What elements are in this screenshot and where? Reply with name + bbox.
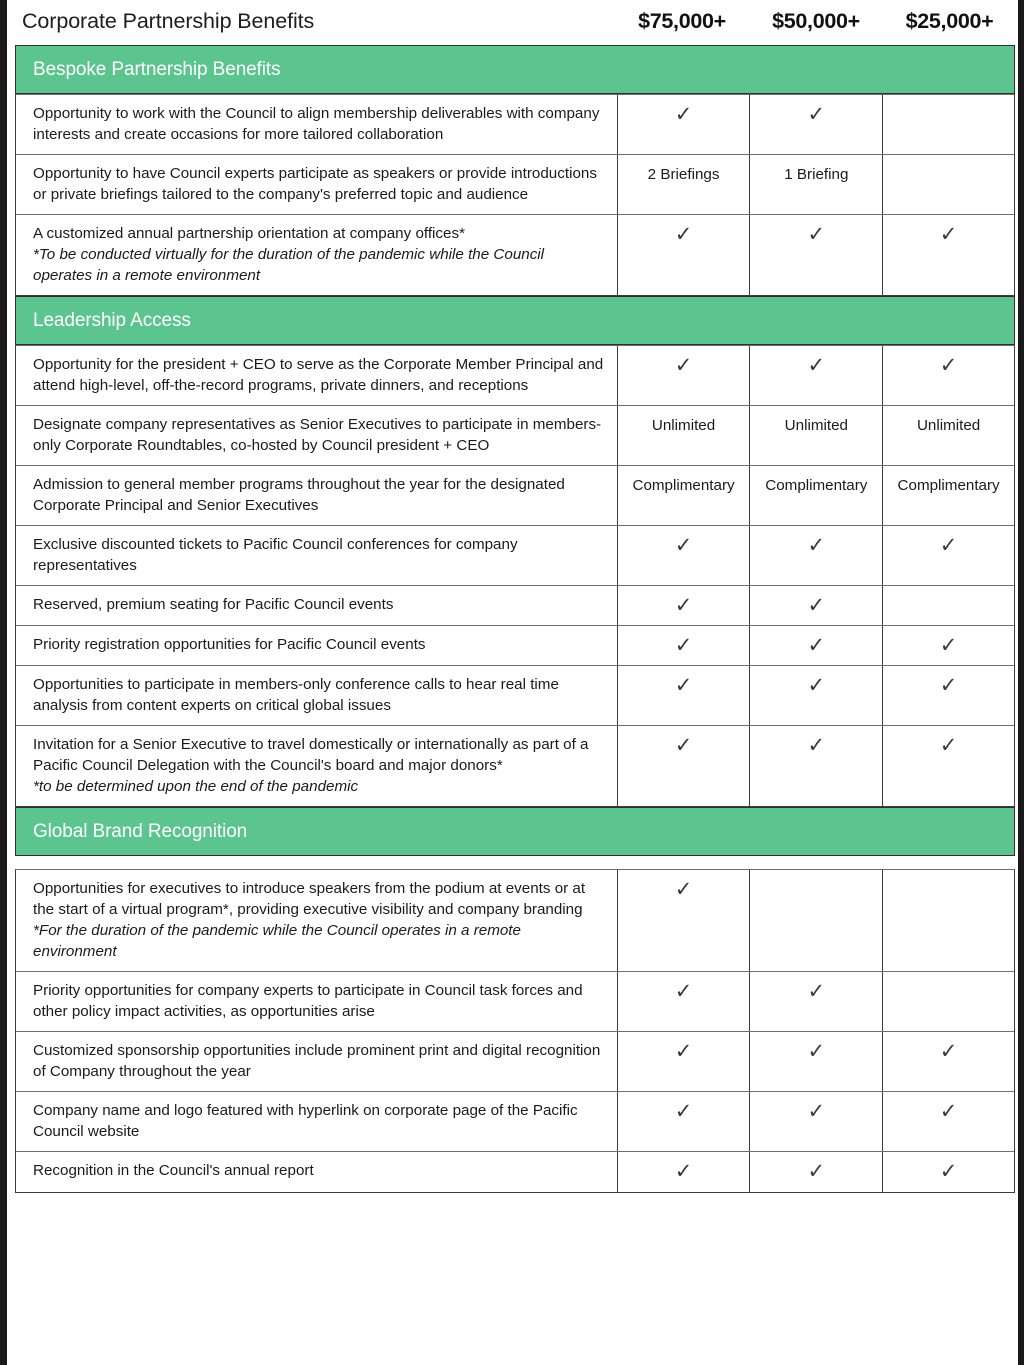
benefit-description-text: Recognition in the Council's annual report	[33, 1162, 314, 1179]
table-row	[16, 215, 1014, 295]
tier-value-cell-1	[618, 526, 751, 585]
benefit-description-cell	[16, 95, 618, 154]
benefit-description-cell	[16, 1152, 618, 1192]
tier-value-cell-2	[750, 1032, 883, 1091]
benefit-description-text: Designate company representatives as Senior Executives to participate in members-only Corporate Roundtables, co-hosted by Council president + CEO	[33, 416, 602, 454]
tier-value-text: Complimentary	[765, 477, 868, 494]
table-row	[16, 155, 1014, 215]
tier-value-cell-1	[618, 586, 751, 625]
tier-value-cell-3	[883, 215, 1014, 295]
benefit-footnote-text: *To be conducted virtually for the duration of the pandemic while the Council operates in a remote environment	[33, 246, 545, 284]
benefit-description-text: Priority registration opportunities for Pacific Council events	[33, 636, 426, 653]
table-row	[16, 586, 1014, 626]
tier-value-cell-3	[883, 586, 1014, 625]
check-icon: ✓	[674, 353, 693, 377]
tier-value-text: Complimentary	[632, 477, 735, 494]
tier-value-text: 1 Briefing	[784, 166, 849, 183]
check-icon: ✓	[674, 1159, 693, 1183]
section-rows	[15, 94, 1015, 296]
tier-value-cell-2	[750, 972, 883, 1031]
page-edge-right	[1018, 0, 1024, 1365]
tier-value-cell-2	[750, 586, 883, 625]
benefit-description-cell	[16, 406, 618, 465]
tier-value-cell-2	[750, 466, 883, 525]
benefit-description-cell	[16, 215, 618, 295]
tier-value-cell-1	[618, 215, 751, 295]
check-icon: ✓	[674, 877, 693, 901]
benefit-description-text: Opportunity to work with the Council to align membership deliverables with company interests and create occasions for more tailored collaboration	[33, 105, 600, 143]
table-row	[16, 870, 1014, 972]
tier-value-cell-3	[883, 972, 1014, 1031]
table-header-row	[7, 0, 1018, 45]
table-row	[16, 666, 1014, 726]
table-row	[16, 1092, 1014, 1152]
tier-value-text: Unlimited	[784, 417, 848, 434]
tier-value-cell-3	[883, 1152, 1014, 1192]
tier-value-text: Complimentary	[897, 477, 1000, 494]
table-row	[16, 726, 1014, 806]
benefit-description-cell	[16, 466, 618, 525]
benefit-description-text: Opportunities for executives to introduce speakers from the podium at events or at the start of a virtual program*, providing executive visibility and company branding	[33, 880, 586, 918]
benefit-description-cell	[16, 1092, 618, 1151]
benefit-description-text: Reserved, premium seating for Pacific Council events	[33, 596, 394, 613]
table-row	[16, 526, 1014, 586]
tier-value-cell-1	[618, 972, 751, 1031]
benefit-description-cell	[16, 1032, 618, 1091]
benefit-description-text: Opportunity to have Council experts participate as speakers or provide introductions or private briefings tailored to the company's preferred topic and audience	[33, 165, 597, 203]
benefit-description-text: Priority opportunities for company experts to participate in Council task forces and other policy impact activities, as opportunities arise	[33, 982, 583, 1020]
check-icon: ✓	[807, 222, 826, 246]
check-icon: ✓	[807, 733, 826, 757]
table-row	[16, 466, 1014, 526]
benefit-description-text: Exclusive discounted tickets to Pacific Council conferences for company representatives	[33, 536, 518, 574]
tier-value-cell-3	[883, 406, 1014, 465]
tier-column-header-2: $50,000+	[772, 9, 860, 33]
tier-value-cell-3	[883, 526, 1014, 585]
section-rows	[15, 345, 1015, 807]
check-icon: ✓	[939, 633, 958, 657]
benefit-description-cell	[16, 870, 618, 971]
section-header-band	[15, 45, 1015, 94]
tier-value-cell-3	[883, 466, 1014, 525]
tier-value-cell-1	[618, 466, 751, 525]
tier-value-cell-1	[618, 155, 751, 214]
table-row	[16, 1032, 1014, 1092]
check-icon: ✓	[807, 353, 826, 377]
tier-value-cell-1	[618, 346, 751, 405]
section-title: Global Brand Recognition	[33, 820, 248, 842]
check-icon: ✓	[807, 533, 826, 557]
tier-value-cell-2	[750, 666, 883, 725]
tier-value-cell-2	[750, 526, 883, 585]
tier-value-cell-3	[883, 1092, 1014, 1151]
check-icon: ✓	[807, 1159, 826, 1183]
tier-value-cell-3	[883, 626, 1014, 665]
tier-column-header-3: $25,000+	[905, 9, 994, 33]
check-icon: ✓	[939, 1099, 958, 1123]
check-icon: ✓	[674, 673, 693, 697]
section-header-band	[15, 296, 1015, 345]
table-row	[16, 95, 1014, 155]
check-icon: ✓	[674, 733, 693, 757]
benefit-footnote-text: *to be determined upon the end of the pandemic	[33, 778, 359, 795]
benefit-description-cell	[16, 972, 618, 1031]
benefit-description-cell	[16, 526, 618, 585]
tier-value-cell-1	[618, 1092, 751, 1151]
tier-value-cell-3	[883, 726, 1014, 806]
check-icon: ✓	[807, 593, 826, 617]
benefit-description-cell	[16, 726, 618, 806]
check-icon: ✓	[807, 102, 826, 126]
tier-value-cell-1	[618, 626, 751, 665]
tier-value-cell-3	[883, 666, 1014, 725]
section-rows	[15, 869, 1015, 1193]
tier-value-cell-3	[883, 155, 1014, 214]
tier-value-cell-1	[618, 95, 751, 154]
check-icon: ✓	[939, 1039, 958, 1063]
tier-value-cell-2	[750, 215, 883, 295]
benefit-description-cell	[16, 626, 618, 665]
table-row	[16, 406, 1014, 466]
table-row	[16, 972, 1014, 1032]
tier-value-text: Unlimited	[916, 417, 981, 434]
table-row	[16, 1152, 1014, 1192]
check-icon: ✓	[674, 593, 693, 617]
tier-value-cell-3	[883, 870, 1014, 971]
tier-value-cell-1	[618, 666, 751, 725]
tier-value-cell-1	[618, 406, 751, 465]
benefit-description-text: A customized annual partnership orientation at company offices*	[33, 225, 465, 242]
tier-value-cell-3	[883, 346, 1014, 405]
check-icon: ✓	[807, 1099, 826, 1123]
benefit-description-text: Customized sponsorship opportunities include prominent print and digital recognition of Company throughout the year	[33, 1042, 601, 1080]
section-title: Bespoke Partnership Benefits	[33, 58, 281, 80]
tier-value-cell-1	[618, 870, 751, 971]
check-icon: ✓	[939, 1159, 958, 1183]
benefit-description-text: Invitation for a Senior Executive to travel domestically or internationally as part of a Pacific Council Delegation with the Council's board and major donors*	[33, 736, 589, 774]
tier-value-cell-2	[750, 346, 883, 405]
tier-value-cell-2	[750, 95, 883, 154]
benefits-comparison-sheet	[7, 0, 1018, 1365]
benefit-description-cell	[16, 155, 618, 214]
check-icon: ✓	[939, 353, 958, 377]
check-icon: ✓	[674, 1099, 693, 1123]
table-row	[16, 346, 1014, 406]
benefit-description-cell	[16, 346, 618, 405]
check-icon: ✓	[674, 533, 693, 557]
sections-container	[7, 45, 1018, 1193]
benefit-description-cell	[16, 666, 618, 725]
tier-value-cell-1	[618, 726, 751, 806]
check-icon: ✓	[674, 102, 693, 126]
benefit-footnote-text: *For the duration of the pandemic while the Council operates in a remote environment	[33, 922, 521, 960]
benefit-description-cell	[16, 586, 618, 625]
section-header-band	[15, 807, 1015, 856]
check-icon: ✓	[939, 222, 958, 246]
tier-value-text: 2 Briefings	[647, 166, 720, 183]
tier-value-cell-1	[618, 1032, 751, 1091]
tier-value-cell-3	[883, 95, 1014, 154]
tier-value-text: Unlimited	[651, 417, 716, 434]
benefit-description-text: Company name and logo featured with hyperlink on corporate page of the Pacific Council website	[33, 1102, 578, 1140]
tier-value-cell-3	[883, 1032, 1014, 1091]
tier-value-cell-1	[618, 1152, 751, 1192]
benefit-description-text: Opportunities to participate in members-only conference calls to hear real time analysis from content experts on critical global issues	[33, 676, 559, 714]
check-icon: ✓	[674, 222, 693, 246]
check-icon: ✓	[939, 673, 958, 697]
tier-value-cell-2	[750, 726, 883, 806]
tier-value-cell-2	[750, 870, 883, 971]
check-icon: ✓	[807, 673, 826, 697]
tier-value-cell-2	[750, 406, 883, 465]
benefit-description-text: Opportunity for the president + CEO to serve as the Corporate Member Principal and attend high-level, off-the-record programs, private dinners, and receptions	[33, 356, 604, 394]
tier-value-cell-2	[750, 1092, 883, 1151]
check-icon: ✓	[939, 533, 958, 557]
check-icon: ✓	[807, 979, 826, 1003]
table-row	[16, 626, 1014, 666]
benefit-description-text: Admission to general member programs throughout the year for the designated Corporate Principal and Senior Executives	[33, 476, 565, 514]
check-icon: ✓	[674, 979, 693, 1003]
tier-value-cell-2	[750, 626, 883, 665]
check-icon: ✓	[807, 633, 826, 657]
check-icon: ✓	[674, 633, 693, 657]
check-icon: ✓	[807, 1039, 826, 1063]
check-icon: ✓	[939, 733, 958, 757]
tier-value-cell-2	[750, 1152, 883, 1192]
page-title: Corporate Partnership Benefits	[22, 9, 315, 33]
page-edge-left	[0, 0, 7, 1365]
section-title: Leadership Access	[33, 309, 191, 331]
check-icon: ✓	[674, 1039, 693, 1063]
tier-column-header-1: $75,000+	[638, 9, 726, 33]
tier-value-cell-2	[750, 155, 883, 214]
